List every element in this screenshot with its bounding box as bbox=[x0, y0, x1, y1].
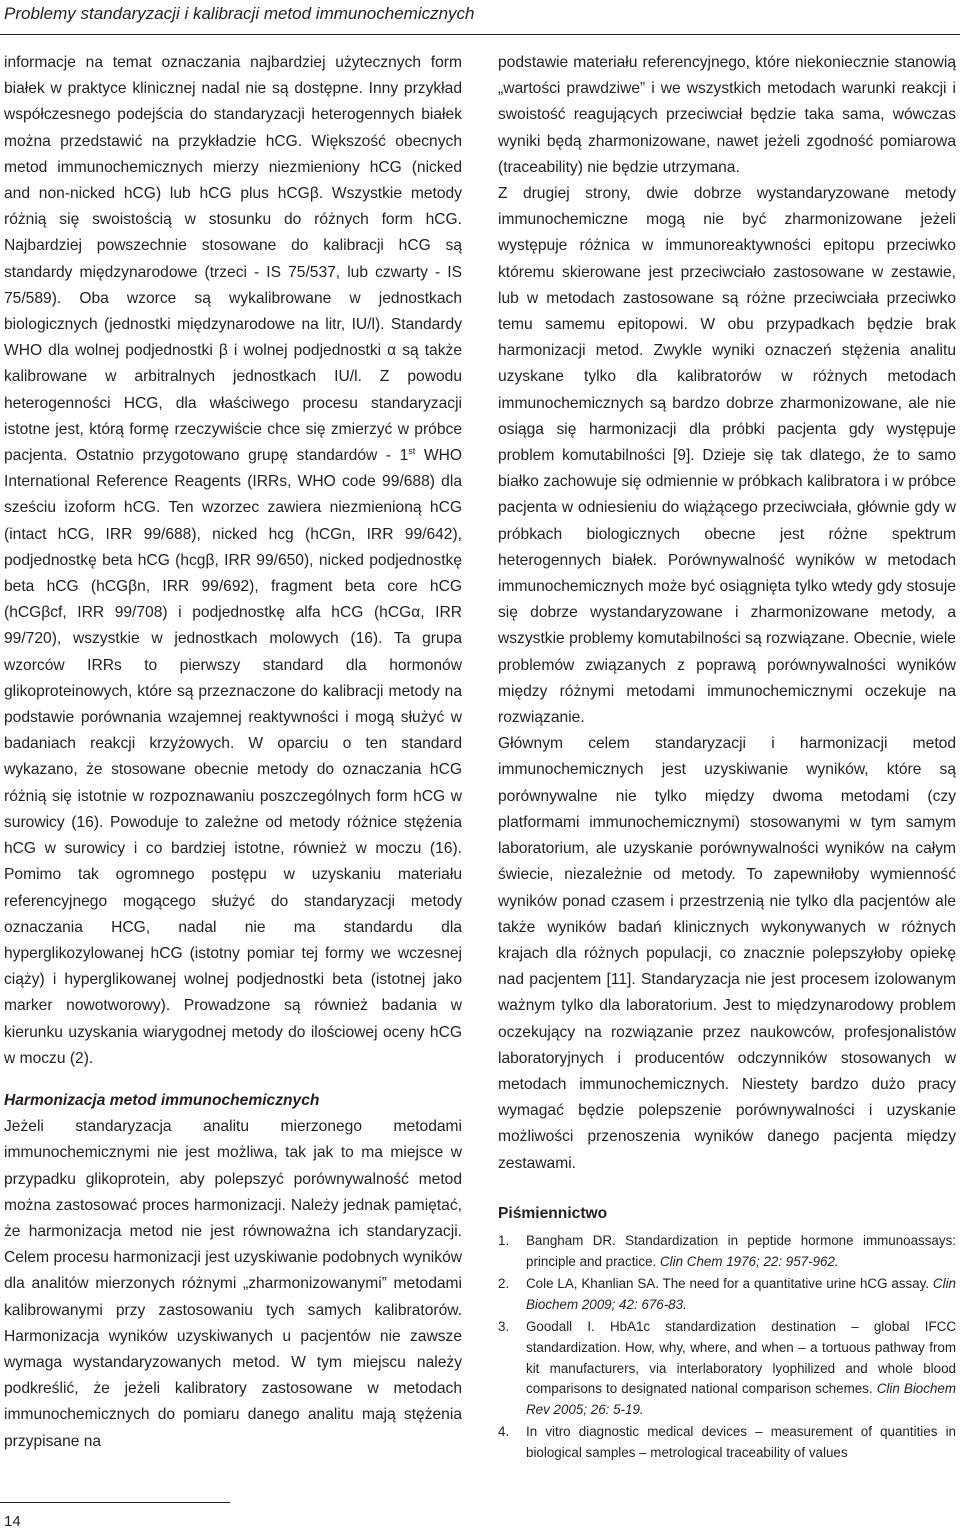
page-number: 14 bbox=[4, 1513, 21, 1530]
body-paragraph: Głównym celem standaryzacji i harmonizacji metod immunochemicznych jest uzyskiwanie wyników, które są porównywalne nie tylko między dwoma metodami (czy platformami immunochemicznymi) stosowanymi w tym samym laboratorium, ale uzyskanie porównywalności wyników na całym świecie, niezależnie od metody. To zapewniłoby wymienność wyników ponad czasem i przestrzenią nie tylko dla pacjentów ale także wyników badań klinicznych wykonywanych w różnych krajach dla różnych populacji, co znacznie polepszyłoby opiekę nad pacjentem [11]. Standaryzacja nie jest procesem izolowanym ważnym tylko dla laboratorium. Jest to międzynarodowy problem oczekujący na rozwiązanie przez naukowców, profesjonalistów laboratoryjnych i producentów odczynników stosowanych w metodach immunochemicznych. Niestety bardzo dużo pracy wymagać będzie polepszenie porównywalności i uzyskanie możliwości przenoszenia wyników danego pacjenta między zestawami. bbox=[498, 735, 956, 1172]
body-paragraph: Jeżeli standaryzacja analitu mierzonego metodami immunochemicznymi nie jest możliwa, tak jak to ma miejsce w przypadku glikoprotein, aby polepszyć porównywalność metod można zastosować proces harmonizacji. Należy jednak pamiętać, że harmonizacja metod nie jest równoważna ich standaryzacji. Celem procesu harmonizacji jest uzyskiwanie podobnych wyników dla analitów mierzonych różnymi „zharmonizowanymi” metodami kalibrowanymi przy zastosowaniu tych samych kalibratorów. Harmonizacja wyników uzyskiwanych u pacjentów nie zawsze wymaga wystandaryzowanych metod. W tym miejscu należy podkreślić, że jeżeli kalibratory zastosowane w metodach immunochemicznych do pomiaru danego analitu mają stężenia przypisane na bbox=[4, 1118, 462, 1450]
body-paragraph: Z drugiej strony, dwie dobrze wystandaryzowane metody immunochemiczne mogą nie być zharmonizowane jeżeli występuje różnica w immunoreaktywności epitopu przeciwko któremu skierowane jest przeciwciało zastosowane w zestawie, lub w metodach zastosowane są różne przeciwciała przeciwko temu samemu epitopowi. W obu przypadkach będzie brak harmonizacji metod. Zwykle wyniki oznaczeń stężenia analitu uzyskane tylko dla kalibratorów w różnych metodach immunochemicznych są bardzo dobrze zharmonizowane, ale nie osiąga się harmonizacji dla próbki pacjenta gdy występuje problem komutabilności [9]. Dzieje się tak dlatego, że to samo białko zachowuje się odmiennie w próbkach kalibratora i w próbce pacjenta w odniesieniu do wiążącego przeciwciała, głównie gdy w próbkach biologicznych obecne jest różne spektrum heterogennych białek. Porównywalność wyników w metodach immunochemicznych może być osiągnięta tylko wtedy gdy stosuje się dobrze wystandaryzowane i zharmonizowane metody, a wszystkie problemy komutabilności są rozwiązane. Obecnie, wiele problemów związanych z poprawą porównywalności wyników między różnymi metodami immunochemicznymi oczekuje na rozwiązanie. bbox=[498, 185, 956, 727]
references-list bbox=[498, 1231, 956, 1464]
running-header: Problemy standaryzacji i kalibracji metod immunochemicznych bbox=[4, 4, 475, 23]
reference-item bbox=[498, 1231, 956, 1272]
reference-journal: Clin Chem 1976; 22: 957-962. bbox=[659, 1253, 839, 1269]
reference-number: 4. bbox=[498, 1424, 510, 1440]
references-heading: Piśmiennictwo bbox=[498, 1204, 608, 1222]
reference-journal: Clin Biochem Rev 2005; 26: 5-19. bbox=[526, 1381, 956, 1417]
left-column bbox=[4, 50, 462, 1455]
body-text: WHO International Reference Reagents (IRRs, WHO code 99/688) dla sześciu izoform hCG. Ten wzorzec zawiera niezmienioną hCG (intact hCG, IRR 99/688), nicked hcg (hCGn, IRR 99/642), podjednostkę beta hCG (hcgβ, IRR 99/650), nicked podjednostkę beta hCG (hCGβn, IRR 99/692), fragment beta core hCG (hCGβcf, IRR 99/708) i podjednostkę alfa hCG (hCGα, IRR 99/720), wszystkie w jednostkach molowych (16). Ta grupa wzorców IRRs to pierwszy standard dla hormonów glikoproteinowych, które są przeznaczone do kalibracji metody na podstawie porównania wzajemnej reaktywności i mogą służyć w badaniach reakcji krzyżowych. W oparciu o ten standard wykazano, że stosowane obecnie metody do oznaczania hCG różnią się istotnie w rozpoznawaniu poszczególnych form hCG w surowicy (16). Powoduje to zależne od metody różnice stężenia hCG w surowicy i co bardziej istotne, również w moczu (16). Pomimo tak ogromnego postępu w uzyskaniu materiału referencyjnego mogącego służyć do standaryzacji metody oznaczania HCG, nadal nie ma standardu dla hyperglikozylowanej hCG (istotny pomiar tej formy we wczesnej ciąży) i hyperglikowanej wolnej podjednostki beta (istotnej jako marker nowotworowy). Prowadzone są również badania w kierunku uzyskania wiarygodnej metody do ilościowej oceny hCG w moczu (2). bbox=[4, 447, 462, 1067]
reference-item bbox=[498, 1422, 956, 1463]
reference-number: 3. bbox=[498, 1319, 510, 1335]
footer-divider bbox=[0, 1502, 230, 1503]
reference-text: In vitro diagnostic medical devices – measurement of quantities in biological samples – metrological traceability of values bbox=[526, 1424, 956, 1460]
section-heading: Harmonizacja metod immunochemicznych bbox=[4, 1091, 320, 1109]
reference-number: 1. bbox=[498, 1232, 510, 1248]
reference-text: Goodall I. HbA1c standardization destination – global IFCC standardization. How, why, where, and when – a tortuous pathway from kit manufacturers, via interlaboratory lyophilized and whole blood comparisons to designated national comparison schemes. bbox=[526, 1319, 956, 1397]
reference-item bbox=[498, 1274, 956, 1315]
right-column bbox=[498, 50, 956, 1465]
body-paragraph: podstawie materiału referencyjnego, które niekoniecznie stanowią „wartości prawdziwe” i we wszystkich metodach warunki reakcji i swoistość reagujących przeciwciał będzie taka sama, wówczas wyniki będą zharmonizowane, nawet jeżeli zgodność pomiarowa (traceability) nie będzie utrzymana. bbox=[498, 54, 956, 176]
reference-item bbox=[498, 1317, 956, 1420]
body-text: informacje na temat oznaczania najbardziej użytecznych form białek w praktyce klinicznej nadal nie są dostępne. Inny przykład współczesnego podejścia do standaryzacji heterogennych białek można przedstawić na przykładzie hCG. Większość obecnych metod immunochemicznych mierzy niezmieniony hCG (nicked and non-nicked hCG) lub hCG plus hCGβ. Wszystkie metody różnią się swoistością w stosunku do różnych form hCG. Najbardziej powszechnie stosowane do kalibracji hCG są standardy międzynarodowe (trzeci - IS 75/537, lub czwarty - IS 75/589). Oba wzorce są wykalibrowane w jednostkach biologicznych (jednostki międzynarodowe na litr, IU/l). Standardy WHO dla wolnej podjednostki β i wolnej podjednostki α są także kalibrowane w arbitralnych jednostkach IU/l. Z powodu heterogenności HCG, dla właściwego procesu standaryzacji istotne jest, którą formę rzeczywiście chce się zmierzyć w próbce pacjenta. Ostatnio przygotowano grupę standardów - 1 bbox=[4, 54, 462, 465]
superscript: st bbox=[408, 445, 416, 456]
reference-number: 2. bbox=[498, 1276, 510, 1292]
reference-journal: Clin Biochem 2009; 42: 676-83. bbox=[526, 1276, 956, 1312]
header-divider bbox=[0, 34, 960, 35]
reference-text: Cole LA, Khanlian SA. The need for a quantitative urine hCG assay. bbox=[526, 1276, 933, 1292]
body-paragraph bbox=[4, 50, 462, 1072]
reference-text: Bangham DR. Standardization in peptide hormone immunoassays: principle and practice. bbox=[526, 1232, 956, 1269]
